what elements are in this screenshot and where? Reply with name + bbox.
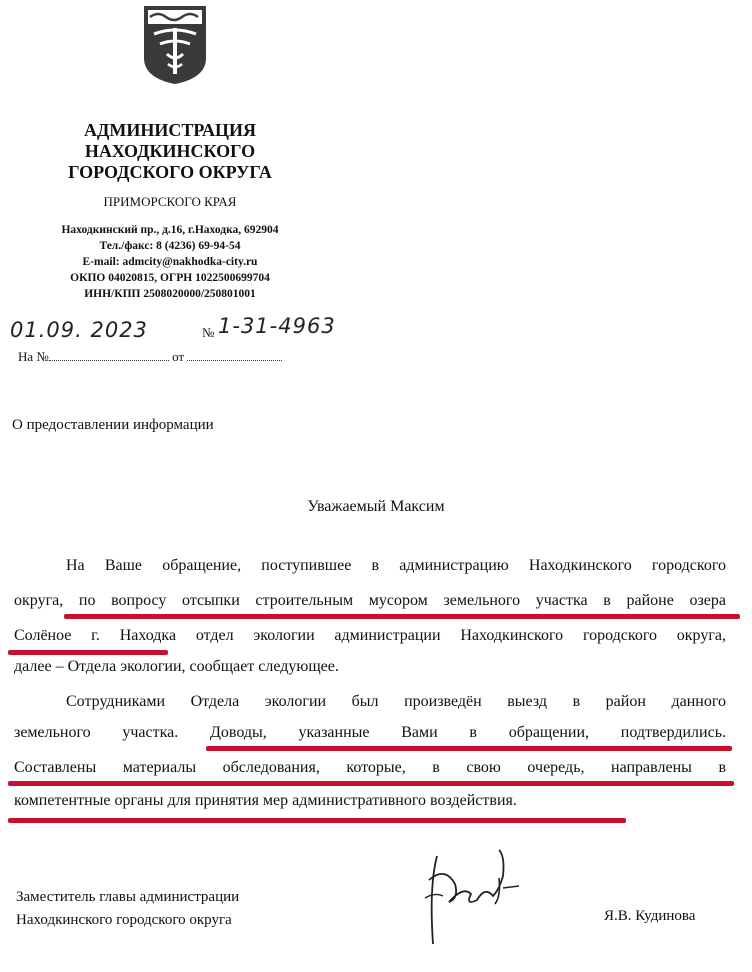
phone: Тел./факс: 8 (4236) 69-94-54 xyxy=(99,240,241,252)
org-name-line-2: НАХОДКИНСКОГО xyxy=(84,141,256,161)
incoming-label: На № xyxy=(18,349,49,364)
email: E-mail: admcity@nakhodka-city.ru xyxy=(82,256,258,268)
incoming-number-blank xyxy=(49,348,169,361)
handwritten-signature-icon xyxy=(415,846,525,946)
body-line-8: компетентные органы для принятия мер административного воздействия. xyxy=(14,792,517,809)
greeting: Уважаемый Максим xyxy=(307,498,445,515)
highlight-underline-5 xyxy=(8,818,626,823)
body-line-5: Сотрудниками Отдела экологии был произведён выезд в район данного xyxy=(66,693,726,710)
body-line-4: далее – Отдела экологии, сообщает следующее. xyxy=(14,658,339,675)
signatory-name: Я.В. Кудинова xyxy=(604,908,696,924)
body-line-6: земельного участка. Доводы, указанные Вами в обращении, подтвердились. xyxy=(14,724,726,741)
address: Находкинский пр., д.16, г.Находка, 692904 xyxy=(61,224,279,236)
body-line-3: Солёное г. Находка отдел экологии администрации Находкинского городского округа, xyxy=(14,627,726,644)
signatory-title-line-2: Находкинского городского округа xyxy=(16,912,232,928)
incoming-reference xyxy=(18,348,282,365)
letter-subject: О предоставлении информации xyxy=(12,417,214,433)
body-line-7: Составлены материалы обследования, которые, в свою очередь, направлены в xyxy=(14,759,726,776)
okpo-ogrn: ОКПО 04020815, ОГРН 1022500699704 xyxy=(70,272,270,284)
from-label: от xyxy=(172,349,185,364)
number-prefix: № xyxy=(202,325,215,340)
org-name-line-3: ГОРОДСКОГО ОКРУГА xyxy=(68,162,272,182)
highlight-underline-1 xyxy=(64,614,740,619)
region: ПРИМОРСКОГО КРАЯ xyxy=(103,194,237,209)
body-line-1: На Ваше обращение, поступившее в администрацию Находкинского городского xyxy=(66,557,726,574)
highlight-underline-2 xyxy=(8,650,168,655)
signatory-title-line-1: Заместитель главы администрации xyxy=(16,889,240,905)
handwritten-date: 01.09. 2023 xyxy=(10,318,148,342)
org-name-line-1: АДМИНИСТРАЦИЯ xyxy=(83,120,257,140)
handwritten-number: 1-31-4963 xyxy=(218,314,336,338)
body-line-2: округа, по вопросу отсыпки строительным мусором земельного участка в районе озера xyxy=(14,592,726,609)
highlight-underline-3 xyxy=(206,746,732,751)
city-coat-of-arms-icon xyxy=(140,4,210,86)
inn-kpp: ИНН/КПП 2508020000/250801001 xyxy=(84,288,256,300)
highlight-underline-4 xyxy=(8,781,734,786)
incoming-date-blank xyxy=(187,348,282,361)
